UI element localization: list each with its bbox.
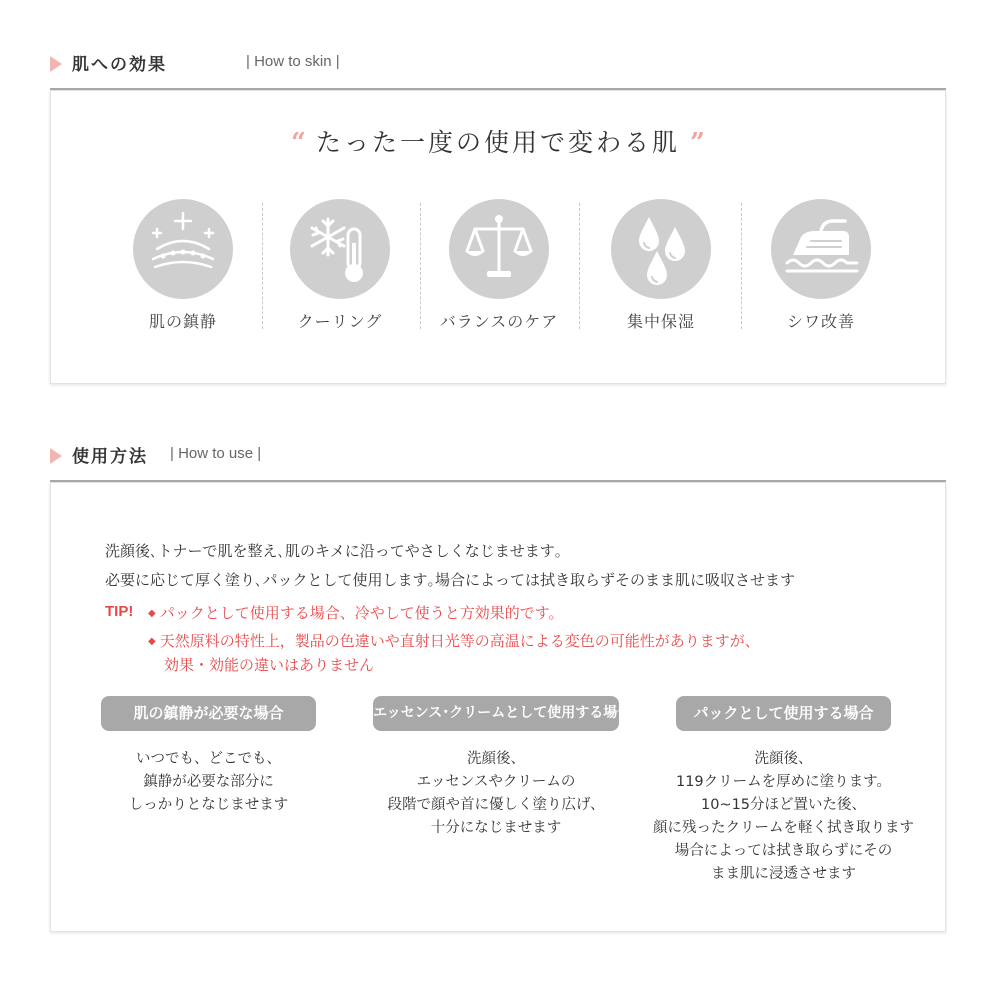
effect-item-moisture	[601, 199, 721, 332]
tip-label: TIP!	[105, 603, 134, 620]
iron-icon	[771, 199, 871, 299]
tip-line-1: ◆ パックとして使用する場合、冷やして使うと方効果的です。	[148, 604, 564, 622]
skin-effects-card	[50, 90, 946, 384]
usage-line-2: 必要に応じて厚く塗り､パックとして使用します｡場合によっては拭き取らずそのまま肌に吸収させます	[105, 571, 796, 589]
effect-item-wrinkle	[761, 199, 881, 332]
how-to-use-card	[50, 482, 946, 932]
divider	[579, 203, 580, 329]
tip-line-2: ◆ 天然原料の特性上，製品の色違いや直射日光等の高温による変色の可能性がありますが、	[148, 632, 760, 650]
tip-bullet-icon: ◆	[148, 636, 156, 647]
headline	[51, 123, 945, 159]
section-title: 肌への効果	[72, 55, 167, 75]
divider	[420, 203, 421, 329]
section-header-how-to-use	[50, 440, 946, 482]
effect-item-balance	[439, 199, 559, 332]
tip-bullet-icon: ◆	[148, 608, 156, 619]
tip-line-3: 効果・効能の違いはありません	[164, 656, 375, 674]
section-subtitle: | How to use |	[170, 445, 262, 462]
usage-line-1: 洗顔後､トナーで肌を整え､肌のキメに沿ってやさしくなじませます｡	[105, 542, 563, 560]
close-quote-icon: ”	[690, 128, 705, 158]
divider	[262, 203, 263, 329]
effect-label: シワ改善	[786, 312, 855, 331]
headline-text: たった一度の使用で変わる肌	[315, 128, 680, 157]
effect-label: 肌の鎮静	[148, 312, 217, 331]
cooling-icon	[290, 199, 390, 299]
usage-case-label: 肌の鎮静が必要な場合	[101, 696, 316, 731]
effect-label: 集中保湿	[626, 312, 695, 331]
divider	[741, 203, 742, 329]
usage-case-label: パックとして使用する場合	[676, 696, 891, 731]
effect-label: クーリング	[297, 312, 383, 331]
usage-case-label: エッセンス･クリームとして使用する場合	[373, 696, 619, 731]
section-header-skin-effects	[50, 48, 946, 90]
moisture-drops-icon	[611, 199, 711, 299]
section-title: 使用方法	[72, 447, 148, 467]
section-arrow-icon	[50, 448, 62, 464]
effect-item-soothing	[123, 199, 243, 332]
section-arrow-icon	[50, 56, 62, 72]
usage-case-text: 洗顔後、 119クリームを厚めに塗ります。 10~15分ほど置いた後、 顔に残ったクリームを軽く拭き取ります 場合によっては拭き取らずにその まま肌に浸透させます	[653, 751, 914, 882]
usage-case-text: いつでも、どこでも、 鎮静が必要な部分に しっかりとなじませます	[128, 751, 289, 813]
section-subtitle: | How to skin |	[246, 53, 340, 70]
soothing-icon	[133, 199, 233, 299]
effect-label: バランスのケア	[439, 312, 559, 331]
open-quote-icon: “	[291, 128, 306, 158]
usage-case-text: 洗顔後、 エッセンスやクリームの 段階で顔や首に優しく塗り広げ、 十分になじませます	[387, 751, 605, 836]
balance-icon	[449, 199, 549, 299]
effect-item-cooling	[280, 199, 400, 332]
